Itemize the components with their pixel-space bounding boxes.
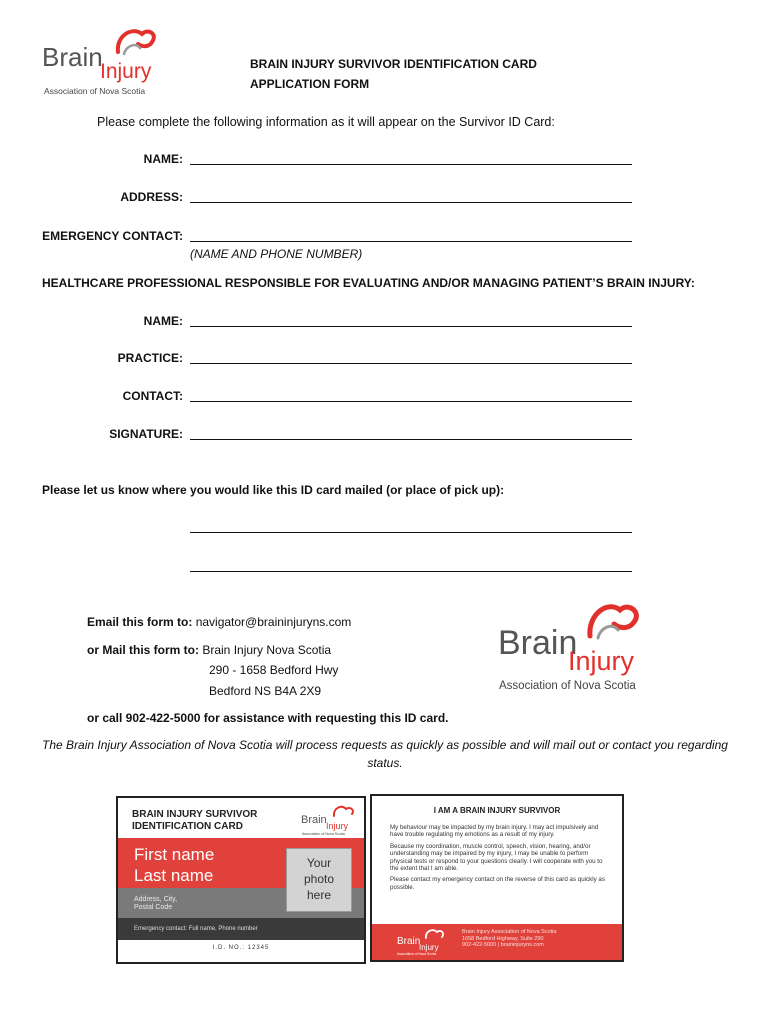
mail-label: or Mail this form to:	[87, 643, 199, 657]
card-photo-placeholder	[286, 848, 352, 912]
card-last-name: Last name	[134, 866, 214, 885]
logo-brain-text: Brain	[42, 42, 103, 72]
hc-name-field[interactable]	[190, 326, 632, 327]
email-label: Email this form to:	[87, 615, 193, 629]
address-field[interactable]	[190, 202, 632, 203]
email-instruction	[87, 615, 351, 629]
hc-name-label: NAME:	[143, 314, 183, 328]
brain-swoosh-icon	[118, 31, 154, 52]
brain-injury-logo-large	[496, 598, 656, 694]
form-subtitle: APPLICATION FORM	[250, 77, 370, 91]
signature-field[interactable]	[190, 439, 632, 440]
status-note: The Brain Injury Association of Nova Scotia will process requests as quickly as possible and will mail out or contact you regarding status.	[42, 738, 728, 770]
card-logo	[300, 804, 356, 836]
logo-injury-text: Injury	[419, 943, 439, 952]
card-address-line-1: Address, City,	[134, 896, 178, 903]
name-field[interactable]	[190, 164, 632, 165]
practice-field[interactable]	[190, 363, 632, 364]
email-address[interactable]: navigator@braininjuryns.com	[195, 615, 352, 629]
logo-assoc-text: Association of Nova Scotia	[397, 952, 437, 956]
logo-assoc-text: Association of Nova Scotia	[499, 680, 636, 692]
intro-text: Please complete the following information as it will appear on the Survivor ID Card:	[97, 115, 555, 129]
card-front-title-line-1: BRAIN INJURY SURVIVOR	[132, 809, 258, 820]
card-back-info-3: 902-422-5000 | braininjuryns.com	[462, 942, 544, 948]
card-back-info	[462, 929, 556, 949]
card-back-logo	[396, 928, 446, 956]
card-address	[134, 896, 177, 912]
pickup-address-line-2[interactable]	[190, 571, 632, 572]
card-front-title	[132, 809, 257, 833]
card-back-body	[390, 824, 606, 895]
card-emergency-contact: Emergency contact: Full name, Phone number	[134, 926, 258, 932]
brain-swoosh-icon	[334, 807, 353, 816]
call-instruction: or call 902-422-5000 for assistance with requesting this ID card.	[87, 711, 449, 725]
card-back-para-3: Please contact my emergency contact on the reverse of this card as quickly as possible.	[390, 876, 605, 891]
photo-text-3: here	[306, 888, 332, 902]
logo-brain-text: Brain	[498, 624, 578, 662]
emergency-contact-field[interactable]	[190, 241, 632, 242]
logo-injury-text: Injury	[568, 646, 635, 676]
signature-label: SIGNATURE:	[109, 427, 183, 441]
hc-contact-field[interactable]	[190, 401, 632, 402]
card-back-para-1: My behaviour may be impacted by my brain injury. I may act impulsively and have trouble regulating my emotions as a result of my injury.	[390, 824, 599, 839]
pickup-address-line-1[interactable]	[190, 532, 632, 533]
logo-assoc-text: Association of Nova Scotia	[302, 832, 345, 836]
card-name	[134, 844, 214, 886]
brain-swoosh-icon	[590, 607, 637, 636]
emergency-contact-hint: (NAME AND PHONE NUMBER)	[190, 247, 363, 261]
pickup-prompt: Please let us know where you would like this ID card mailed (or place of pick up):	[42, 483, 505, 497]
name-label: NAME:	[143, 152, 183, 166]
card-first-name: First name	[134, 845, 215, 864]
logo-injury-text: Injury	[326, 821, 349, 831]
card-front-title-line-2: IDENTIFICATION CARD	[132, 821, 243, 832]
logo-brain-text: Brain	[397, 936, 421, 947]
id-card-front	[116, 796, 366, 964]
form-title: BRAIN INJURY SURVIVOR IDENTIFICATION CARD	[250, 57, 537, 71]
emergency-contact-label: EMERGENCY CONTACT:	[42, 229, 183, 243]
card-address-line-2: Postal Code	[134, 904, 173, 911]
photo-text-2: photo	[303, 872, 335, 886]
card-back-info-2: 1658 Bedford Highway, Suite 290	[462, 935, 544, 942]
mail-instruction	[87, 643, 331, 657]
mail-line-1: Brain Injury Nova Scotia	[202, 643, 332, 657]
mail-line-2: 290 - 1658 Bedford Hwy	[209, 663, 339, 677]
address-label: ADDRESS:	[120, 190, 183, 204]
logo-injury-text: Injury	[100, 60, 152, 83]
photo-text-1: Your	[306, 856, 332, 870]
healthcare-section-title: HEALTHCARE PROFESSIONAL RESPONSIBLE FOR EVALUATING AND/OR MANAGING PATIENT’S BRAIN INJURY:	[42, 276, 695, 290]
logo-brain-text: Brain	[301, 814, 327, 826]
card-back-info-1: Brain Injury Association of Nova Scotia	[462, 929, 557, 935]
id-card-back	[370, 794, 624, 962]
card-back-para-2: Because my coordination, muscle control, speech, vision, hearing, and/or understanding may be impaired by my injury, I may be unable to perform physical tests or respond to your questions clearly. I will cooperate with you to the extent that I am able.	[390, 842, 603, 873]
brain-swoosh-icon	[426, 930, 443, 938]
logo-assoc-text: Association of Nova Scotia	[44, 86, 146, 96]
card-back-title: I AM A BRAIN INJURY SURVIVOR	[433, 806, 561, 815]
hc-contact-label: CONTACT:	[122, 389, 183, 403]
card-id-number: I.D. NO.: 12345	[212, 945, 270, 951]
brain-injury-logo	[40, 24, 170, 98]
practice-label: PRACTICE:	[117, 351, 183, 365]
mail-line-3: Bedford NS B4A 2X9	[209, 684, 322, 698]
